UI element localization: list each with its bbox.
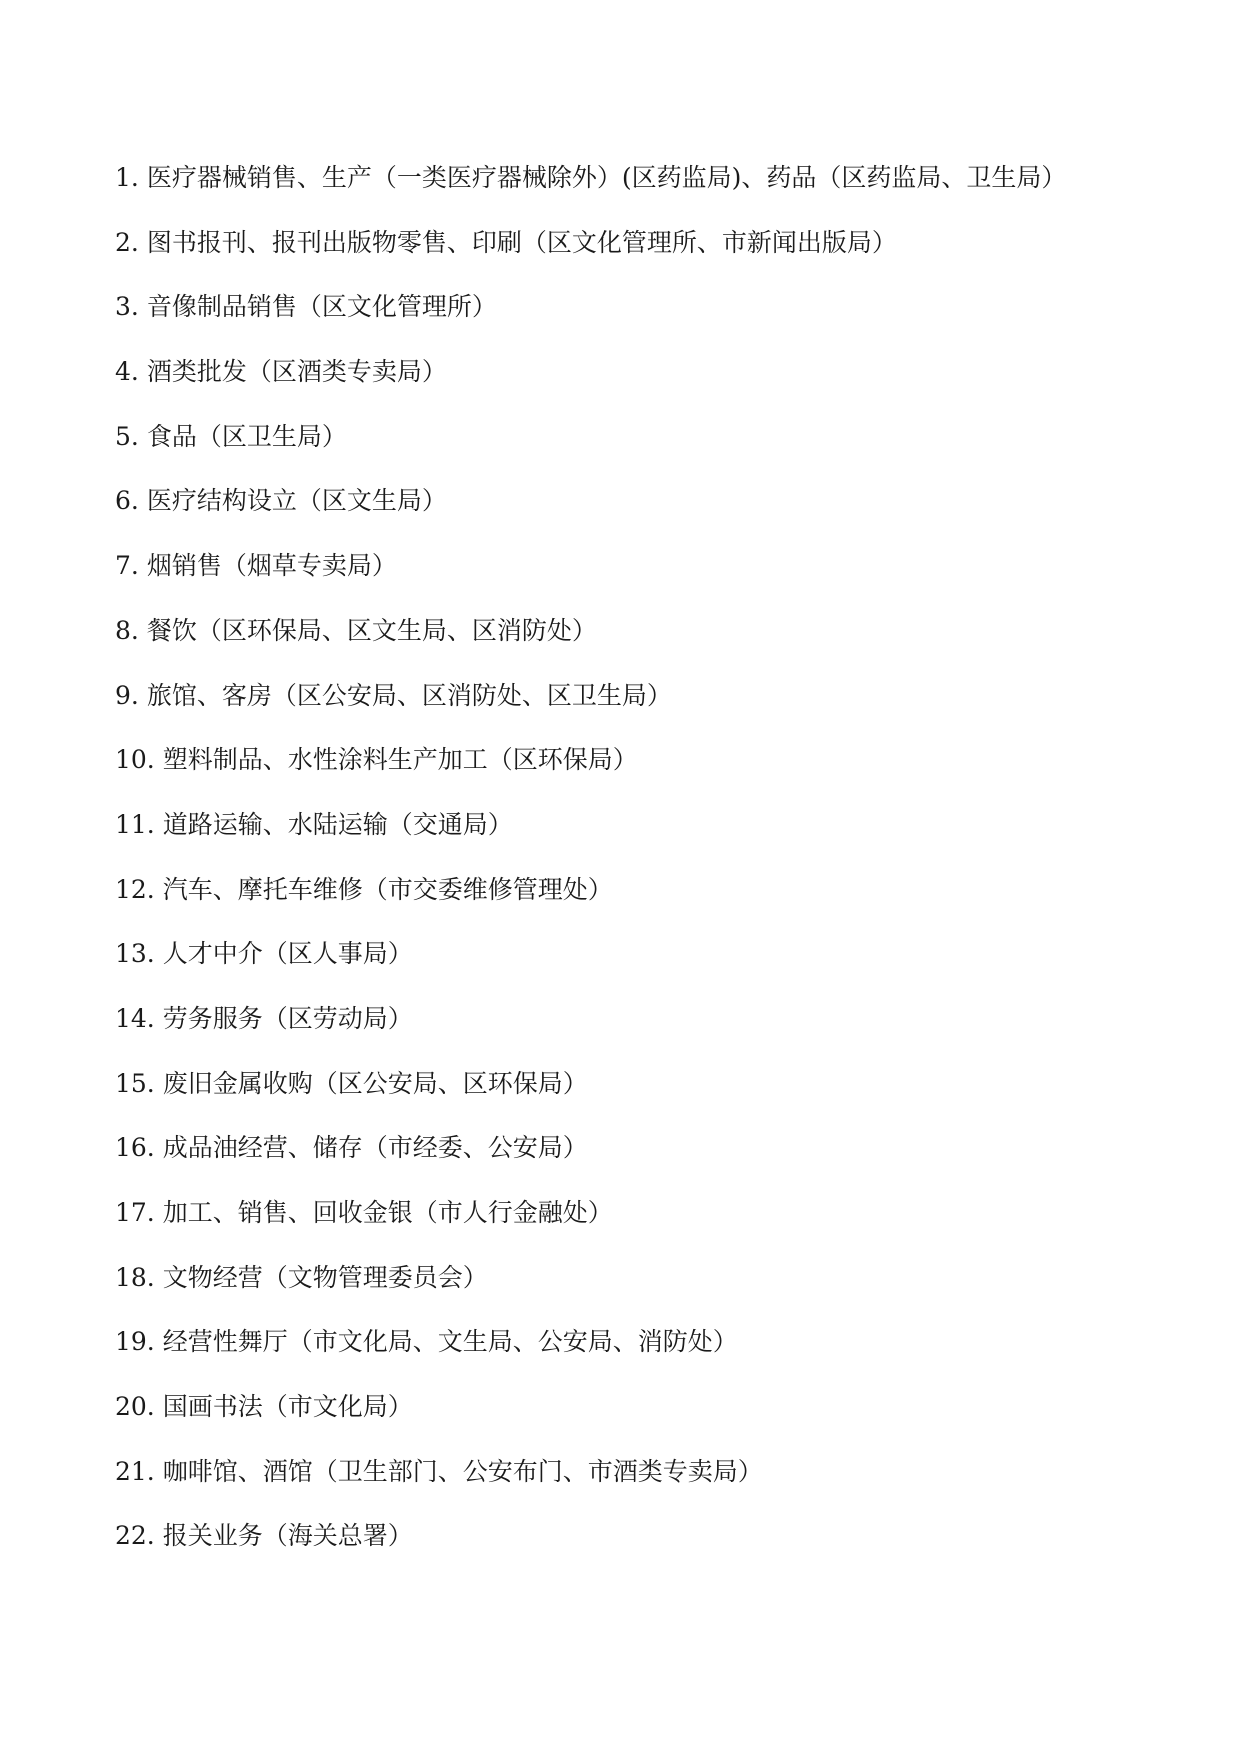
item-number: 6. xyxy=(115,486,139,516)
list-item xyxy=(115,548,1066,613)
list-item xyxy=(115,1454,1066,1519)
item-text: 经营性舞厅（市文化局、文生局、公安局、消防处） xyxy=(162,1327,738,1357)
item-number: 17. xyxy=(115,1198,155,1227)
item-text: 废旧金属收购（区公安局、区环保局） xyxy=(162,1068,588,1098)
item-text: 医疗器械销售、生产（一类医疗器械除外）(区药监局)、药品（区药监局、卫生局） xyxy=(146,163,1067,192)
item-text: 音像制品销售（区文化管理所） xyxy=(146,292,497,322)
item-number: 9. xyxy=(115,680,139,710)
item-number: 8. xyxy=(115,615,139,645)
item-text: 国画书法（市文化局） xyxy=(162,1392,413,1422)
item-number: 1. xyxy=(115,163,139,192)
item-number: 20. xyxy=(115,1392,155,1422)
list-item xyxy=(115,936,1066,1001)
list-item xyxy=(115,354,1066,419)
item-number: 10. xyxy=(115,745,155,775)
item-number: 4. xyxy=(115,357,139,387)
list-item xyxy=(115,160,1066,225)
item-number: 2. xyxy=(115,227,139,257)
item-text: 报关业务（海关总署） xyxy=(162,1521,413,1551)
list-item xyxy=(115,1195,1066,1260)
item-text: 劳务服务（区劳动局） xyxy=(162,1003,413,1033)
list-item xyxy=(115,289,1066,354)
item-text: 图书报刊、报刊出版物零售、印刷（区文化管理所、市新闻出版局） xyxy=(146,227,897,257)
item-text: 道路运输、水陆运输（交通局） xyxy=(162,809,513,839)
item-text: 塑料制品、水性涂料生产加工（区环保局） xyxy=(162,745,638,775)
item-text: 咖啡馆、酒馆（卫生部门、公安布门、市酒类专卖局） xyxy=(162,1456,763,1486)
list-item xyxy=(115,1518,1066,1583)
list-item xyxy=(115,1066,1066,1131)
item-number: 12. xyxy=(115,874,155,904)
license-list xyxy=(115,160,1066,1583)
item-number: 13. xyxy=(115,939,155,969)
item-text: 餐饮（区环保局、区文生局、区消防处） xyxy=(146,615,597,645)
list-item xyxy=(115,1001,1066,1066)
item-text: 医疗结构设立（区文生局） xyxy=(146,486,447,516)
item-number: 21. xyxy=(115,1456,155,1486)
item-text: 烟销售（烟草专卖局） xyxy=(146,551,397,581)
item-text: 加工、销售、回收金银（市人行金融处） xyxy=(162,1198,613,1227)
list-item xyxy=(115,872,1066,937)
list-item xyxy=(115,1389,1066,1454)
list-item xyxy=(115,678,1066,743)
list-item xyxy=(115,1130,1066,1195)
item-number: 22. xyxy=(115,1521,155,1551)
list-item xyxy=(115,419,1066,484)
item-text: 汽车、摩托车维修（市交委维修管理处） xyxy=(162,874,613,904)
item-number: 3. xyxy=(115,292,139,322)
item-number: 19. xyxy=(115,1327,155,1357)
item-number: 11. xyxy=(115,809,155,839)
item-text: 人才中介（区人事局） xyxy=(162,939,413,969)
list-item xyxy=(115,483,1066,548)
item-text: 食品（区卫生局） xyxy=(146,421,347,451)
list-item xyxy=(115,613,1066,678)
list-item xyxy=(115,225,1066,290)
item-number: 16. xyxy=(115,1133,155,1163)
item-text: 酒类批发（区酒类专卖局） xyxy=(146,357,447,387)
list-item xyxy=(115,742,1066,807)
item-text: 成品油经营、储存（市经委、公安局） xyxy=(162,1133,588,1163)
list-item xyxy=(115,1260,1066,1325)
item-number: 7. xyxy=(115,551,139,581)
list-item xyxy=(115,807,1066,872)
item-text: 旅馆、客房（区公安局、区消防处、区卫生局） xyxy=(146,680,672,710)
list-item xyxy=(115,1324,1066,1389)
item-number: 18. xyxy=(115,1262,155,1292)
item-number: 15. xyxy=(115,1068,155,1098)
item-number: 5. xyxy=(115,421,139,451)
item-text: 文物经营（文物管理委员会） xyxy=(162,1262,488,1292)
item-number: 14. xyxy=(115,1003,155,1033)
